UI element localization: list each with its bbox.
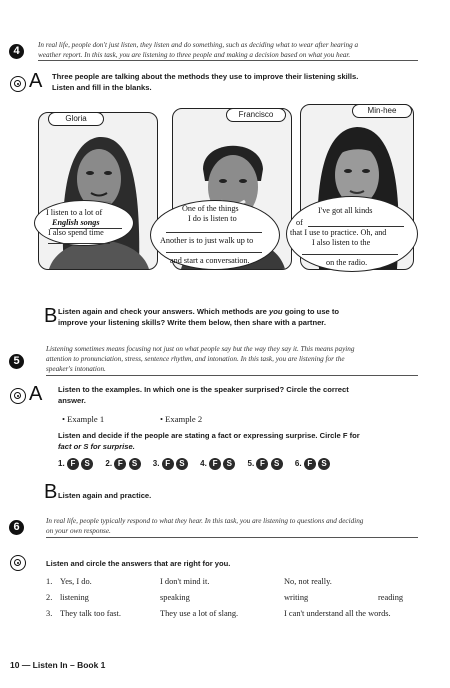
instruction-line: Listen and fill in the blanks. [52,83,152,92]
item-2 [105,459,140,468]
item-3 [153,459,188,468]
answer-option[interactable]: No, not really. [284,577,332,586]
gloria-photo [38,112,158,270]
section-4-badge: 4 [9,44,24,59]
intro-line: speaker's intonation. [46,365,106,373]
choice-s-button[interactable]: S [223,458,235,470]
answer-option[interactable]: listening [60,593,89,602]
example-label: Example 2 [165,414,203,424]
fact-surprise-row [58,458,330,470]
bubble-text: that I use to practice. Oh, and [290,228,387,237]
answer-option[interactable]: Yes, I do. [60,577,92,586]
section-5-badge: 5 [9,354,24,369]
part-a-letter: A [29,383,43,405]
audio-cd-icon[interactable] [10,555,26,571]
fill-blank[interactable] [308,226,404,227]
handwritten-answer: English songs [52,218,100,227]
item-number: 1. [58,459,65,468]
answer-option[interactable]: writing [284,593,309,602]
part-b-instruction [58,306,418,328]
bubble-text: One of the things [182,204,239,213]
gloria-name-tag: Gloria [48,112,104,126]
part-b-instruction: Listen again and practice. [58,491,152,500]
instruction-emphasis: you [269,307,283,316]
item-number: 5. [247,459,255,468]
choice-s-button[interactable]: S [271,458,283,470]
item-number: 4. [200,459,207,468]
audio-cd-icon[interactable] [10,388,26,404]
section-4-intro [38,40,448,60]
example-2[interactable]: • Example 2 [160,414,203,424]
item-1 [58,459,93,468]
choice-f-button[interactable]: F [256,458,268,470]
instruction-line [58,306,418,317]
item-5 [248,459,283,468]
item-4 [200,459,235,468]
min-hee-name-tag: Min-hee [352,104,412,118]
bubble-text: I do is listen to [188,214,237,223]
section-6-badge: 6 [9,520,24,535]
choice-s-button[interactable]: S [129,458,141,470]
audio-cd-icon[interactable] [10,76,26,92]
row-number: 1. [46,577,53,586]
part-b-letter: B [44,481,58,503]
instruction-line: improve your listening skills? Write them below, then share with a partner. [58,318,326,327]
part-b-letter: B [44,305,58,327]
francisco-name-tag: Francisco [226,108,286,122]
instruction-line: Listen to the examples. In which one is the speaker surprised? Circle the correct [58,385,349,394]
item-number: 6. [294,459,302,468]
row-number: 3. [46,609,53,618]
row-number: 2. [46,593,53,602]
instruction-line: Three people are talking about the methods they use to improve their listening skills. [52,72,359,81]
bubble-text: on the radio. [326,258,368,267]
answer-option[interactable]: I can't understand all the words. [284,609,391,618]
bubble-text: I also spend time [48,228,104,237]
fill-blank[interactable] [166,232,262,233]
choice-f-button[interactable]: F [162,458,174,470]
intro-rule [46,375,418,376]
instruction-text: going to use to [282,307,340,316]
choice-f-button[interactable]: F [67,458,79,470]
bubble-text: I listen to a lot of [46,208,103,217]
fill-blank[interactable] [302,254,398,255]
intro-line: In real life, people don't just listen, they listen and do something, such as deciding what to wear after hearing a [38,41,359,49]
instruction-line: Listen and decide if the people are stating a fact or expressing surprise. Circle F for [58,431,360,440]
section-6-instruction: Listen and circle the answers that are right for you. [46,559,231,568]
answer-option[interactable]: They use a lot of slang. [160,609,239,618]
fill-blank[interactable] [48,243,110,244]
intro-rule [38,60,418,61]
fill-blank[interactable] [166,252,262,253]
choice-s-button[interactable]: S [176,458,188,470]
intro-line: In real life, people typically respond to what they hear. In this task, you are listening to questions and deciding [46,517,364,525]
intro-rule [46,537,418,538]
instruction-text: Listen again and check your answers. Which methods are [58,307,269,316]
choice-f-button[interactable]: F [304,458,316,470]
intro-line: on your own response. [46,527,111,535]
bubble-text: I also listen to the [312,238,371,247]
intro-line: Listening sometimes means focusing not just on what people say but the way they say it. This means paying [46,345,355,353]
choice-f-button[interactable]: F [114,458,126,470]
part-a-instruction [52,71,412,93]
part-a-instruction [58,384,418,406]
example-1[interactable]: • Example 1 [62,414,105,424]
section-5-intro [46,344,446,374]
page-footer: 10 — Listen In – Book 1 [10,660,106,670]
answer-option[interactable]: reading [378,593,404,602]
example-label: Example 1 [67,414,105,424]
item-number: 2. [105,459,113,468]
bubble-text: I've got all kinds [318,206,373,215]
gloria-portrait-image [39,113,157,269]
choice-f-button[interactable]: F [209,458,221,470]
bubble-text: and start a conversation. [170,256,250,265]
answer-option[interactable]: speaking [160,593,190,602]
intro-line: weather report. In this task, you are listening to three people and making a decision based on what you hear. [38,51,351,59]
bubble-text: Another is to just walk up to [160,236,254,245]
part-a-letter: A [29,70,43,92]
intro-line: attention to pronunciation, stress, sentence rhythm, and intonation. In this task, you are listening for the [46,355,345,363]
part-a-instruction-2 [58,430,420,452]
instruction-line: answer. [58,396,86,405]
instruction-line: fact or S for surprise. [58,442,135,451]
bubble-text: of [296,218,303,227]
choice-s-button[interactable]: S [318,458,330,470]
section-6-intro [46,516,446,536]
answer-option[interactable]: I don't mind it. [160,577,210,586]
choice-s-button[interactable]: S [81,458,93,470]
item-6 [295,459,330,468]
item-number: 3. [152,459,160,468]
answer-option[interactable]: They talk too fast. [60,609,121,618]
